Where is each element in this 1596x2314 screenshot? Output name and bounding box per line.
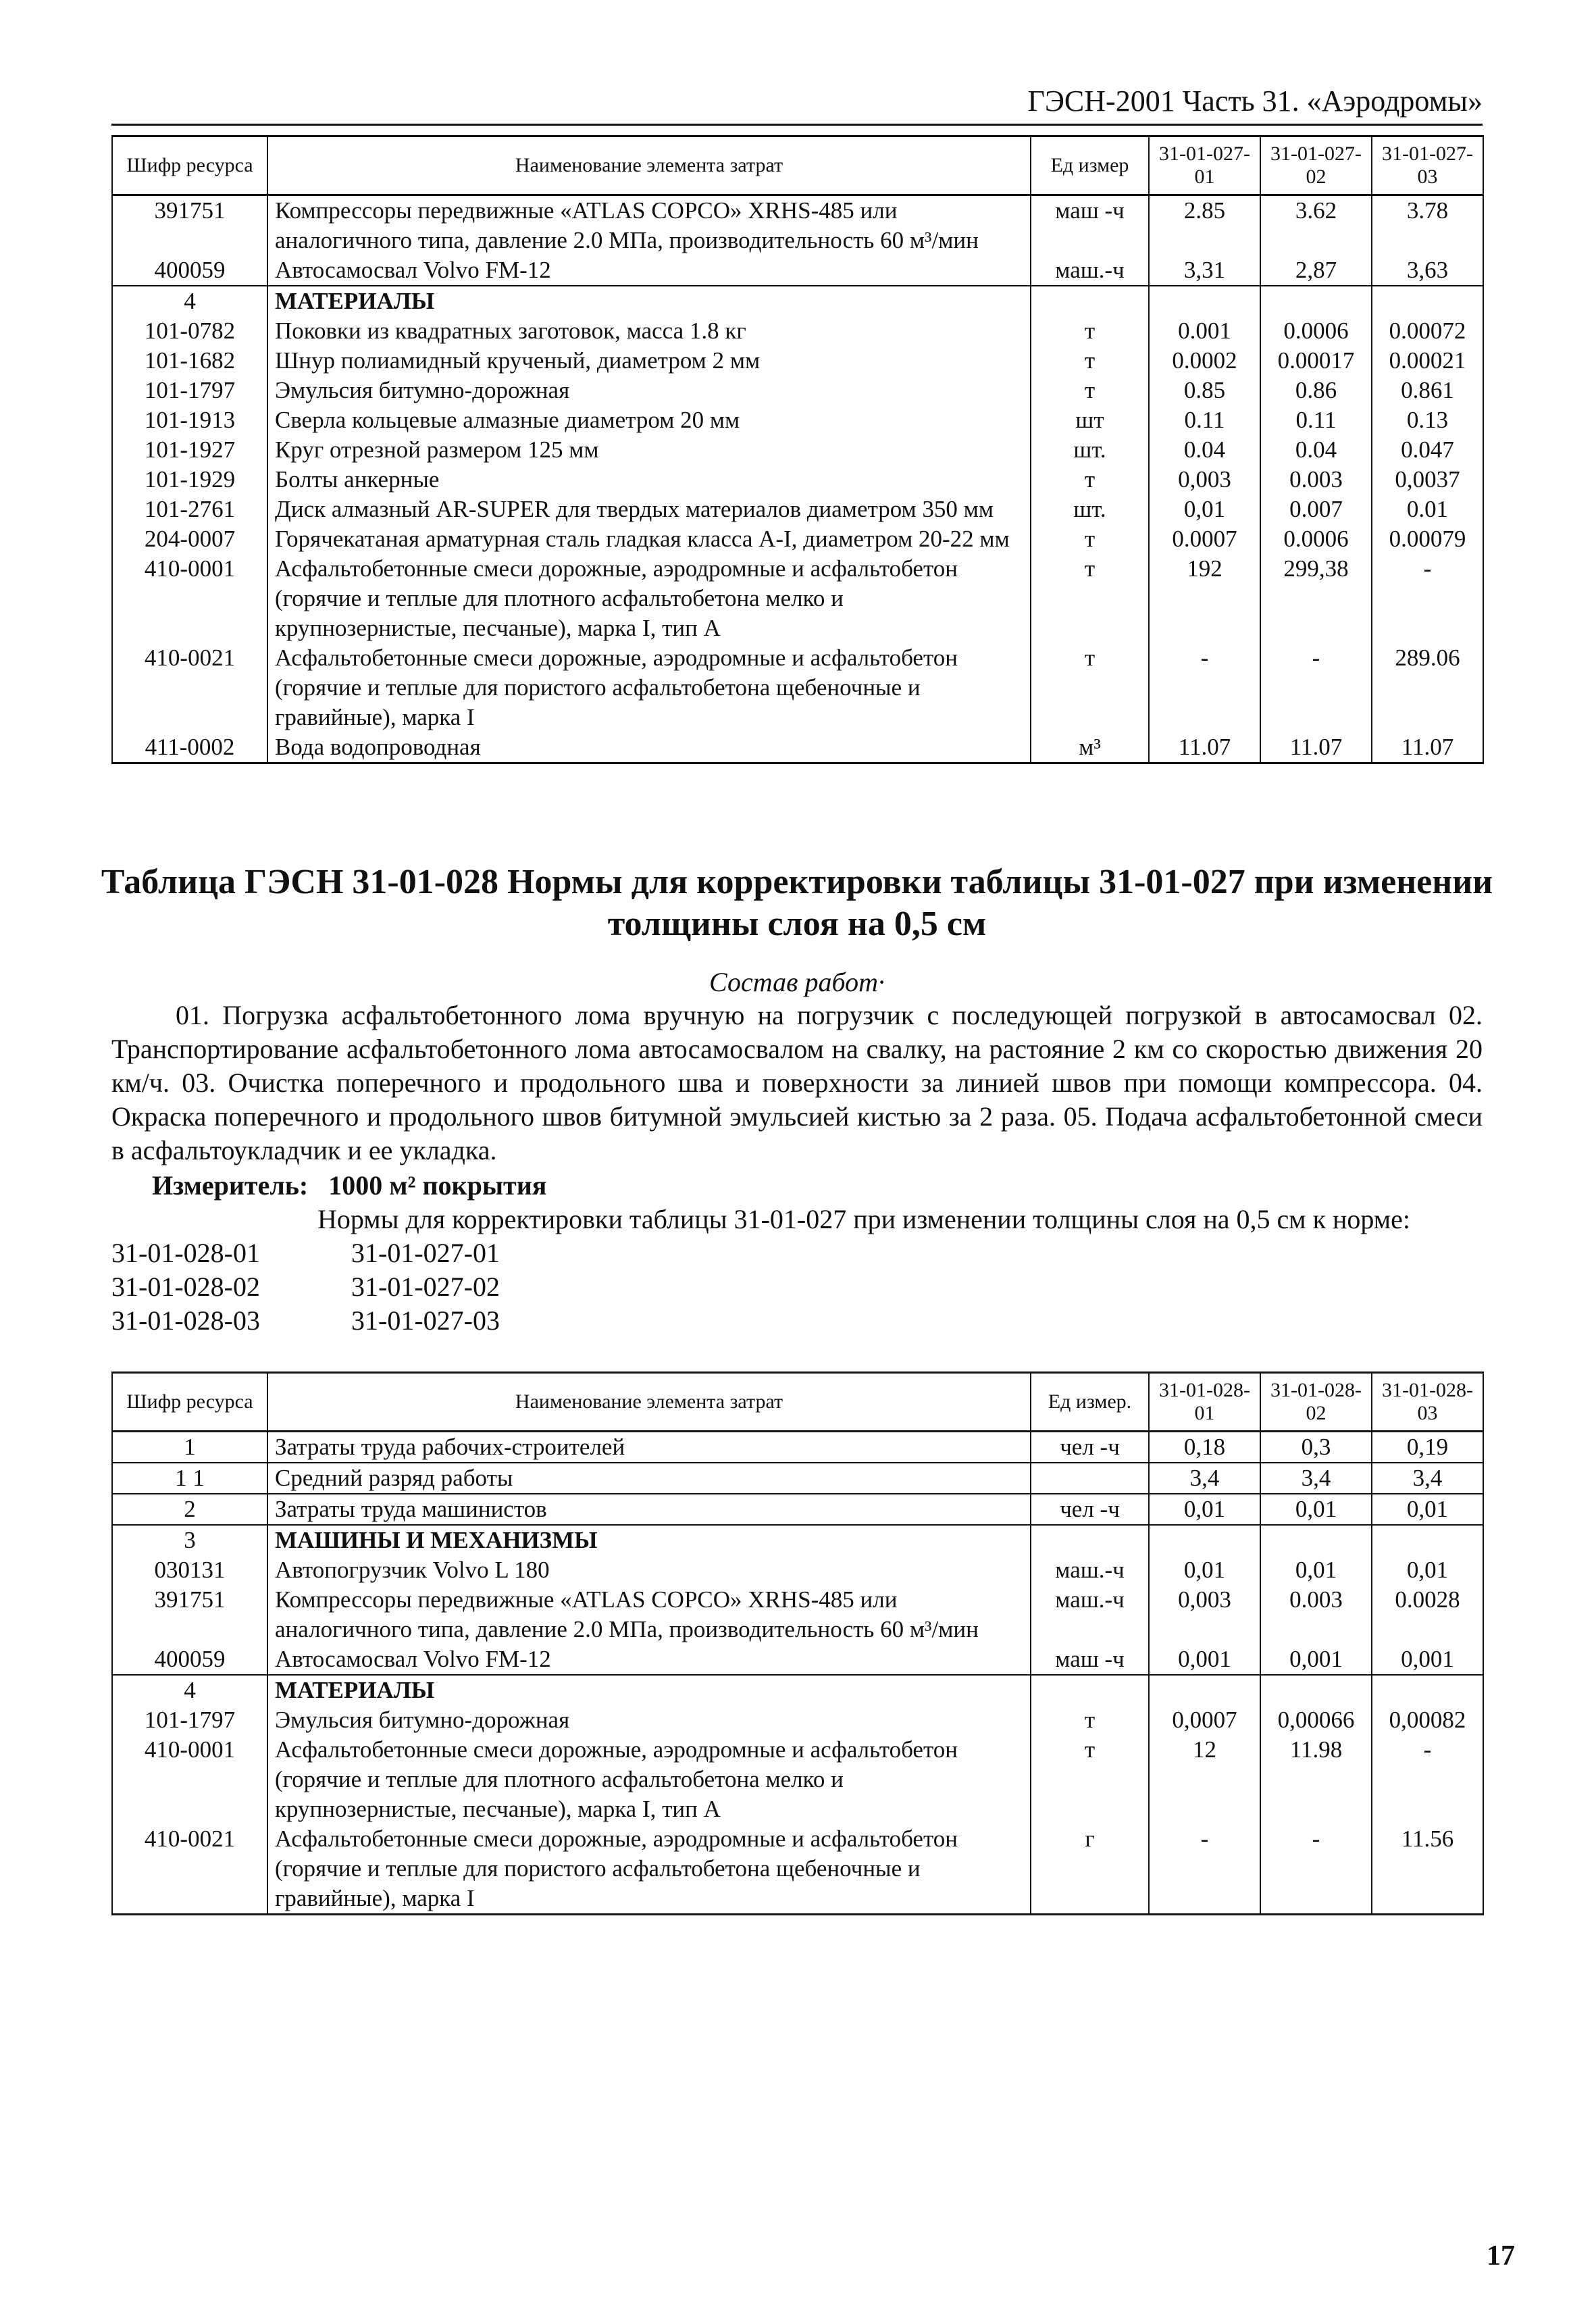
mapping-from: 31-01-028-02 bbox=[111, 1272, 260, 1302]
header-code: Шифр ресурса bbox=[112, 1373, 267, 1432]
table-row bbox=[112, 1585, 1483, 1644]
cell-name: МАТЕРИАЛЫ bbox=[267, 1675, 1031, 1705]
cell-value-1: - bbox=[1149, 643, 1260, 732]
cell-unit bbox=[1031, 1463, 1149, 1494]
table-row bbox=[112, 286, 1483, 316]
page-number: 17 bbox=[1487, 2240, 1515, 2271]
cell-value-3: 0,01 bbox=[1372, 1494, 1483, 1525]
table-row bbox=[112, 1463, 1483, 1494]
cell-value-2: 0,3 bbox=[1260, 1432, 1372, 1463]
cell-value-3: 0,00082 bbox=[1372, 1705, 1483, 1735]
cell-value-2: 0.04 bbox=[1260, 435, 1372, 465]
cell-name: МАШИНЫ И МЕХАНИЗМЫ bbox=[267, 1525, 1031, 1555]
running-header: ГЭСН-2001 Часть 31. «Аэродромы» bbox=[111, 84, 1483, 126]
cell-value-1: 12 bbox=[1149, 1735, 1260, 1824]
cell-code: 101-1929 bbox=[112, 465, 267, 495]
cell-value-3: 0.13 bbox=[1372, 405, 1483, 435]
cell-unit bbox=[1031, 1675, 1149, 1705]
meter-line bbox=[152, 1169, 546, 1203]
cell-value-1: 0,18 bbox=[1149, 1432, 1260, 1463]
cell-unit bbox=[1031, 286, 1149, 316]
cell-value-1: 0.0007 bbox=[1149, 524, 1260, 554]
cell-code: 411-0002 bbox=[112, 732, 267, 763]
table-row bbox=[112, 1824, 1483, 1915]
cell-value-3: 3.78 bbox=[1372, 195, 1483, 256]
cell-value-3: 0,01 bbox=[1372, 1555, 1483, 1585]
cell-value-2: 0,00066 bbox=[1260, 1705, 1372, 1735]
cell-value-1: 0,0007 bbox=[1149, 1705, 1260, 1735]
cell-value-3 bbox=[1372, 286, 1483, 316]
cell-unit: шт. bbox=[1031, 435, 1149, 465]
cell-value-3 bbox=[1372, 1675, 1483, 1705]
cell-value-1: 0,01 bbox=[1149, 495, 1260, 524]
cell-name: Асфальтобетонные смеси дорожные, аэродромные и асфальтобетон (горячие и теплые для пористого асфальтобетона щебеночные и гравийные), марка I bbox=[267, 1824, 1031, 1915]
table-row bbox=[112, 1735, 1483, 1824]
norms-intro: Нормы для корректировки таблицы 31-01-027 при изменении толщины слоя на 0,5 см к норме: bbox=[317, 1204, 1410, 1234]
cell-unit: т bbox=[1031, 554, 1149, 643]
cell-value-2: 2,87 bbox=[1260, 255, 1372, 286]
cell-code: 101-1927 bbox=[112, 435, 267, 465]
cell-code: 1 1 bbox=[112, 1463, 267, 1494]
cell-unit: т bbox=[1031, 643, 1149, 732]
cell-code: 101-1797 bbox=[112, 1705, 267, 1735]
cell-value-2: 0.007 bbox=[1260, 495, 1372, 524]
cell-name: Круг отрезной размером 125 мм bbox=[267, 435, 1031, 465]
table-row bbox=[112, 1525, 1483, 1555]
cell-value-2: 0.003 bbox=[1260, 1585, 1372, 1644]
cell-unit: т bbox=[1031, 346, 1149, 376]
cell-value-3: 3,4 bbox=[1372, 1463, 1483, 1494]
table-title-line-1: Таблица ГЭСН 31-01-028 Нормы для корректировки таблицы 31-01-027 при изменении bbox=[101, 863, 1493, 901]
cell-value-2: 0.11 bbox=[1260, 405, 1372, 435]
cell-value-2: 11.98 bbox=[1260, 1735, 1372, 1824]
cell-code: 1 bbox=[112, 1432, 267, 1463]
table-row bbox=[112, 346, 1483, 376]
cell-unit: т bbox=[1031, 465, 1149, 495]
cell-value-2: 3,4 bbox=[1260, 1463, 1372, 1494]
cell-unit: чел -ч bbox=[1031, 1494, 1149, 1525]
cell-value-2: 0.0006 bbox=[1260, 524, 1372, 554]
cell-name: МАТЕРИАЛЫ bbox=[267, 286, 1031, 316]
cell-value-1: 0.001 bbox=[1149, 316, 1260, 346]
cell-name: Диск алмазный AR-SUPER для твердых материалов диаметром 350 мм bbox=[267, 495, 1031, 524]
cell-value-3: 0.01 bbox=[1372, 495, 1483, 524]
cell-unit: шт. bbox=[1031, 495, 1149, 524]
cell-value-1 bbox=[1149, 1525, 1260, 1555]
cell-name: Автопогрузчик Volvo L 180 bbox=[267, 1555, 1031, 1585]
cell-unit: м³ bbox=[1031, 732, 1149, 763]
cell-value-2 bbox=[1260, 1675, 1372, 1705]
header-col-2: 31-01-028-02 bbox=[1260, 1373, 1372, 1432]
cell-unit: маш.-ч bbox=[1031, 1555, 1149, 1585]
mapping-row bbox=[111, 1236, 500, 1270]
cell-name: Средний разряд работы bbox=[267, 1463, 1031, 1494]
cell-value-2: 0.0006 bbox=[1260, 316, 1372, 346]
cell-value-2: 0.00017 bbox=[1260, 346, 1372, 376]
cell-code: 391751 bbox=[112, 195, 267, 256]
cell-name: Асфальтобетонные смеси дорожные, аэродромные и асфальтобетон (горячие и теплые для пористого асфальтобетона щебеночные и гравийные), марка I bbox=[267, 643, 1031, 732]
cell-name: Асфальтобетонные смеси дорожные, аэродромные и асфальтобетон (горячие и теплые для плотного асфальтобетона мелко и крупнозернистые, песчаные), марка I, тип А bbox=[267, 554, 1031, 643]
mapping-to: 31-01-027-01 bbox=[351, 1238, 500, 1268]
header-col-3: 31-01-027-03 bbox=[1372, 136, 1483, 195]
table-row bbox=[112, 255, 1483, 286]
cell-name: Компрессоры передвижные «ATLAS COPCO» XRHS-485 или аналогичного типа, давление 2.0 МПа, производительность 60 м³/мин bbox=[267, 195, 1031, 256]
cell-value-2: 0,01 bbox=[1260, 1555, 1372, 1585]
composition-heading: Состав работ· bbox=[709, 967, 885, 997]
resource-table-31-01-027 bbox=[111, 135, 1484, 764]
cell-value-1 bbox=[1149, 1675, 1260, 1705]
cell-value-3: 11.56 bbox=[1372, 1824, 1483, 1915]
cell-code: 101-1797 bbox=[112, 376, 267, 405]
cell-code: 204-0007 bbox=[112, 524, 267, 554]
table-row bbox=[112, 465, 1483, 495]
cell-value-1: 0,003 bbox=[1149, 1585, 1260, 1644]
mapping-to: 31-01-027-03 bbox=[351, 1305, 500, 1336]
cell-value-1: 0,01 bbox=[1149, 1555, 1260, 1585]
cell-name: Асфальтобетонные смеси дорожные, аэродромные и асфальтобетон (горячие и теплые для плотного асфальтобетона мелко и крупнозернистые, песчаные), марка I, тип А bbox=[267, 1735, 1031, 1824]
cell-value-1 bbox=[1149, 286, 1260, 316]
cell-value-2 bbox=[1260, 1525, 1372, 1555]
cell-name: Шнур полиамидный крученый, диаметром 2 мм bbox=[267, 346, 1031, 376]
table-header-row bbox=[112, 136, 1483, 195]
table-row bbox=[112, 524, 1483, 554]
header-code: Шифр ресурса bbox=[112, 136, 267, 195]
cell-unit: т bbox=[1031, 1735, 1149, 1824]
cell-unit: шт bbox=[1031, 405, 1149, 435]
cell-code: 101-1682 bbox=[112, 346, 267, 376]
table-row bbox=[112, 1494, 1483, 1525]
table-row bbox=[112, 376, 1483, 405]
meter-value: 1000 м² покрытия bbox=[328, 1170, 547, 1201]
cell-value-3: - bbox=[1372, 1735, 1483, 1824]
resource-table-31-01-028 bbox=[111, 1372, 1484, 1915]
cell-name: Поковки из квадратных заготовок, масса 1.8 кг bbox=[267, 316, 1031, 346]
cell-name: Сверла кольцевые алмазные диаметром 20 мм bbox=[267, 405, 1031, 435]
table-row bbox=[112, 1644, 1483, 1675]
cell-value-1: 192 bbox=[1149, 554, 1260, 643]
cell-unit: маш.-ч bbox=[1031, 1585, 1149, 1644]
cell-value-3 bbox=[1372, 1525, 1483, 1555]
header-col-2: 31-01-027-02 bbox=[1260, 136, 1372, 195]
cell-value-1: 0,01 bbox=[1149, 1494, 1260, 1525]
cell-value-3: 0.00021 bbox=[1372, 346, 1483, 376]
cell-code: 391751 bbox=[112, 1585, 267, 1644]
cell-value-2: 0.003 bbox=[1260, 465, 1372, 495]
header-unit: Ед измер. bbox=[1031, 1373, 1149, 1432]
cell-value-3: 11.07 bbox=[1372, 732, 1483, 763]
table-body bbox=[112, 195, 1483, 763]
composition-text: 01. Погрузка асфальтобетонного лома вручную на погрузчик с последующей погрузкой в автосамосвал 02. Транспортирование асфальтобетонного лома автосамосвалом на свалку, на растояние 2 км со скоростью движения 20 км/ч. 03. Очистка поперечного и продольного шва и поверхности за линией швов при помощи компрессора. 04. Окраска поперечного и продольного швов битумной эмульсией кистью за 2 раза. 05. Подача асфальтобетонной смеси в асфальтоукладчик и ее укладка. bbox=[111, 1000, 1483, 1165]
header-unit: Ед измер bbox=[1031, 136, 1149, 195]
table-body bbox=[112, 1432, 1483, 1915]
cell-value-2: 3.62 bbox=[1260, 195, 1372, 256]
cell-value-2: 0,001 bbox=[1260, 1644, 1372, 1675]
cell-code: 400059 bbox=[112, 1644, 267, 1675]
cell-value-3: 0.0028 bbox=[1372, 1585, 1483, 1644]
cell-value-1: 3,4 bbox=[1149, 1463, 1260, 1494]
cell-unit: чел -ч bbox=[1031, 1432, 1149, 1463]
table-row bbox=[112, 1432, 1483, 1463]
cell-code: 4 bbox=[112, 1675, 267, 1705]
cell-name: Болты анкерные bbox=[267, 465, 1031, 495]
cell-code: 410-0021 bbox=[112, 1824, 267, 1915]
cell-value-2: 0.86 bbox=[1260, 376, 1372, 405]
cell-unit: г bbox=[1031, 1824, 1149, 1915]
cell-value-1: - bbox=[1149, 1824, 1260, 1915]
cell-unit bbox=[1031, 1525, 1149, 1555]
cell-value-1: 0.85 bbox=[1149, 376, 1260, 405]
mapping-row bbox=[111, 1304, 500, 1338]
cell-code: 410-0001 bbox=[112, 1735, 267, 1824]
cell-name: Затраты труда машинистов bbox=[267, 1494, 1031, 1525]
cell-value-1: 0.11 bbox=[1149, 405, 1260, 435]
cell-code: 101-1913 bbox=[112, 405, 267, 435]
mapping-row bbox=[111, 1270, 500, 1304]
header-col-1: 31-01-027-01 bbox=[1149, 136, 1260, 195]
cell-code: 101-0782 bbox=[112, 316, 267, 346]
cell-code: 3 bbox=[112, 1525, 267, 1555]
cell-value-1: 0.04 bbox=[1149, 435, 1260, 465]
mapping-to: 31-01-027-02 bbox=[351, 1272, 500, 1302]
cell-value-1: 2.85 bbox=[1149, 195, 1260, 256]
norm-mapping bbox=[111, 1236, 500, 1338]
cell-code: 400059 bbox=[112, 255, 267, 286]
cell-value-3: 3,63 bbox=[1372, 255, 1483, 286]
cell-name: Эмульсия битумно-дорожная bbox=[267, 1705, 1031, 1735]
table-row bbox=[112, 554, 1483, 643]
cell-value-3: 0,0037 bbox=[1372, 465, 1483, 495]
header-name: Наименование элемента затрат bbox=[267, 1373, 1031, 1432]
cell-value-3: - bbox=[1372, 554, 1483, 643]
table-title-line-2: толщины слоя на 0,5 см bbox=[607, 905, 987, 943]
header-name: Наименование элемента затрат bbox=[267, 136, 1031, 195]
cell-name: Горячекатаная арматурная сталь гладкая класса А-I, диаметром 20-22 мм bbox=[267, 524, 1031, 554]
cell-code: 410-0021 bbox=[112, 643, 267, 732]
cell-name: Автосамосвал Volvo FM-12 bbox=[267, 1644, 1031, 1675]
cell-name: Эмульсия битумно-дорожная bbox=[267, 376, 1031, 405]
cell-value-3: 0,001 bbox=[1372, 1644, 1483, 1675]
mapping-from: 31-01-028-03 bbox=[111, 1305, 260, 1336]
cell-unit: маш.-ч bbox=[1031, 255, 1149, 286]
table-row bbox=[112, 316, 1483, 346]
cell-value-3: 0.047 bbox=[1372, 435, 1483, 465]
meter-label: Измеритель: bbox=[152, 1170, 309, 1201]
table-row bbox=[112, 405, 1483, 435]
mapping-from: 31-01-028-01 bbox=[111, 1238, 260, 1268]
cell-value-2 bbox=[1260, 286, 1372, 316]
cell-unit: маш -ч bbox=[1031, 1644, 1149, 1675]
cell-value-1: 11.07 bbox=[1149, 732, 1260, 763]
cell-value-3: 0.00079 bbox=[1372, 524, 1483, 554]
cell-code: 101-2761 bbox=[112, 495, 267, 524]
table-row bbox=[112, 643, 1483, 732]
table-row bbox=[112, 495, 1483, 524]
cell-value-1: 0,001 bbox=[1149, 1644, 1260, 1675]
cell-name: Автосамосвал Volvo FM-12 bbox=[267, 255, 1031, 286]
header-col-3: 31-01-028-03 bbox=[1372, 1373, 1483, 1432]
cell-code: 4 bbox=[112, 286, 267, 316]
table-row bbox=[112, 435, 1483, 465]
cell-unit: маш -ч bbox=[1031, 195, 1149, 256]
cell-code: 410-0001 bbox=[112, 554, 267, 643]
cell-unit: т bbox=[1031, 316, 1149, 346]
cell-value-1: 0,003 bbox=[1149, 465, 1260, 495]
cell-value-2: 299,38 bbox=[1260, 554, 1372, 643]
cell-code: 030131 bbox=[112, 1555, 267, 1585]
cell-value-1: 0.0002 bbox=[1149, 346, 1260, 376]
cell-value-3: 0.00072 bbox=[1372, 316, 1483, 346]
cell-code: 2 bbox=[112, 1494, 267, 1525]
table-row bbox=[112, 1705, 1483, 1735]
cell-unit: т bbox=[1031, 1705, 1149, 1735]
cell-value-2: - bbox=[1260, 643, 1372, 732]
header-col-1: 31-01-028-01 bbox=[1149, 1373, 1260, 1432]
cell-value-1: 3,31 bbox=[1149, 255, 1260, 286]
table-header-row bbox=[112, 1373, 1483, 1432]
table-row bbox=[112, 1675, 1483, 1705]
cell-name: Компрессоры передвижные «ATLAS COPCO» XRHS-485 или аналогичного типа, давление 2.0 МПа, производительность 60 м³/мин bbox=[267, 1585, 1031, 1644]
cell-name: Вода водопроводная bbox=[267, 732, 1031, 763]
cell-value-2: - bbox=[1260, 1824, 1372, 1915]
table-row bbox=[112, 1555, 1483, 1585]
cell-value-2: 11.07 bbox=[1260, 732, 1372, 763]
cell-value-3: 289.06 bbox=[1372, 643, 1483, 732]
table-row bbox=[112, 732, 1483, 763]
table-row bbox=[112, 195, 1483, 256]
cell-value-3: 0.861 bbox=[1372, 376, 1483, 405]
cell-unit: т bbox=[1031, 524, 1149, 554]
cell-name: Затраты труда рабочих-строителей bbox=[267, 1432, 1031, 1463]
cell-unit: т bbox=[1031, 376, 1149, 405]
cell-value-3: 0,19 bbox=[1372, 1432, 1483, 1463]
table-title bbox=[81, 861, 1513, 945]
cell-value-2: 0,01 bbox=[1260, 1494, 1372, 1525]
